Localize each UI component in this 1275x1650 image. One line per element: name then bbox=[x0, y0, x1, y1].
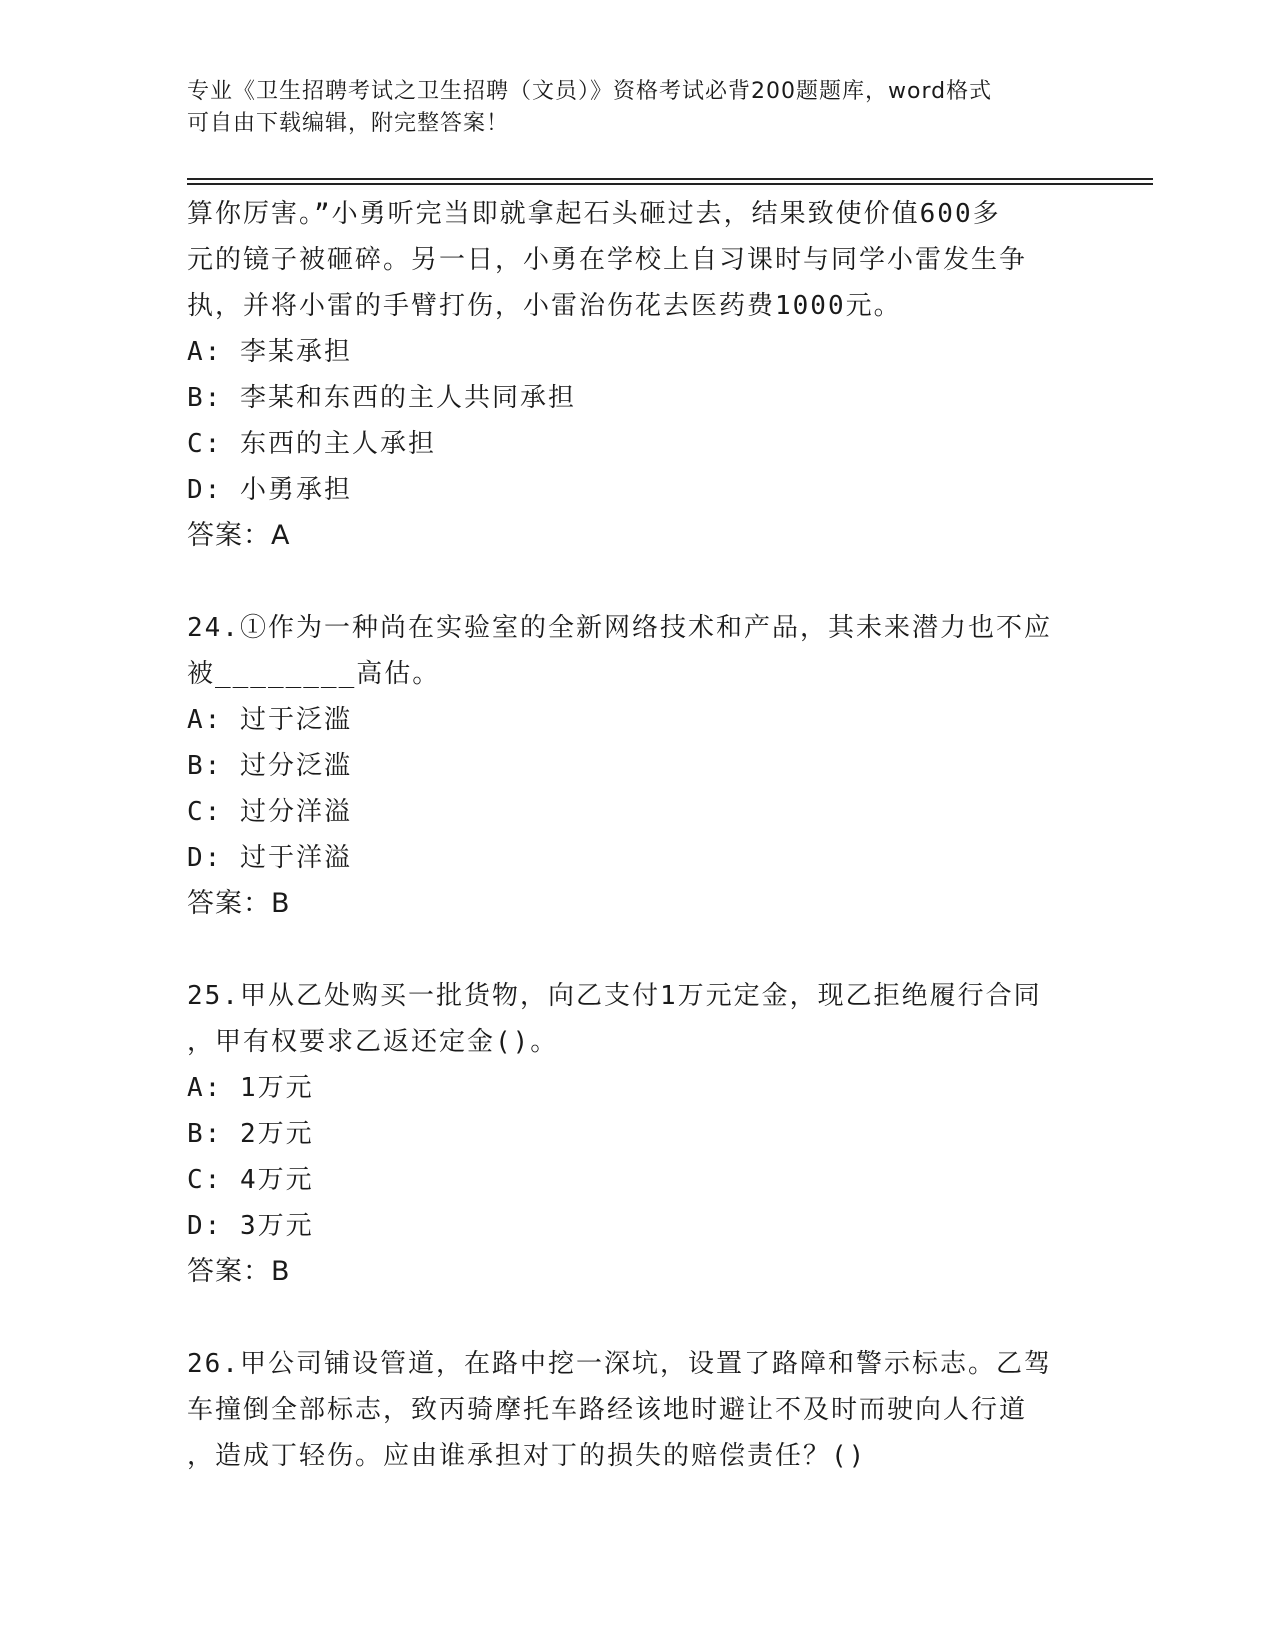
option-d: D: 3万元 bbox=[187, 1211, 314, 1241]
option-c: C: 过分洋溢 bbox=[187, 797, 352, 827]
header-divider-bottom bbox=[187, 183, 1153, 185]
option-d: D: 小勇承担 bbox=[187, 475, 352, 505]
answer-line: 答案：B bbox=[187, 1256, 291, 1287]
question-content bbox=[187, 191, 1087, 1479]
option-a: A: 李某承担 bbox=[187, 337, 352, 367]
question-text-line: 车撞倒全部标志，致丙骑摩托车路经该地时避让不及时而驶向人行道 bbox=[187, 1395, 1028, 1425]
answer-line: 答案：A bbox=[187, 520, 291, 551]
question-text-line: ，造成丁轻伤。应由谁承担对丁的损失的赔偿责任？() bbox=[187, 1441, 867, 1471]
question-text-line: 被________高估。 bbox=[187, 659, 441, 689]
header-divider-top bbox=[187, 178, 1153, 180]
question-text-line: 算你厉害。”小勇听完当即就拿起石头砸过去，结果致使价值600多 bbox=[187, 199, 1001, 229]
document-header bbox=[187, 76, 1067, 140]
question-25 bbox=[187, 973, 1087, 1295]
option-b: B: 李某和东西的主人共同承担 bbox=[187, 383, 576, 413]
option-c: C: 东西的主人承担 bbox=[187, 429, 436, 459]
question-26 bbox=[187, 1341, 1087, 1479]
question-text-line: ，甲有权要求乙返还定金()。 bbox=[187, 1027, 559, 1057]
header-line-2: 可自由下载编辑，附完整答案！ bbox=[187, 111, 510, 136]
option-b: B: 过分泛滥 bbox=[187, 751, 352, 781]
question-text-line: 24.①作为一种尚在实验室的全新网络技术和产品，其未来潜力也不应 bbox=[187, 613, 1052, 643]
option-a: A: 1万元 bbox=[187, 1073, 314, 1103]
option-c: C: 4万元 bbox=[187, 1165, 314, 1195]
option-b: B: 2万元 bbox=[187, 1119, 314, 1149]
question-24 bbox=[187, 605, 1087, 927]
question-text-line: 元的镜子被砸碎。另一日，小勇在学校上自习课时与同学小雷发生争 bbox=[187, 245, 1028, 275]
answer-line: 答案：B bbox=[187, 888, 291, 919]
option-a: A: 过于泛滥 bbox=[187, 705, 352, 735]
question-text-line: 25.甲从乙处购买一批货物，向乙支付1万元定金，现乙拒绝履行合同 bbox=[187, 981, 1042, 1011]
question-text-line: 执，并将小雷的手臂打伤，小雷治伤花去医药费1000元。 bbox=[187, 291, 902, 321]
question-text-line: 26.甲公司铺设管道，在路中挖一深坑，设置了路障和警示标志。乙驾 bbox=[187, 1349, 1052, 1379]
question-23 bbox=[187, 191, 1087, 559]
header-line-1: 专业《卫生招聘考试之卫生招聘（文员）》资格考试必背200题题库，word格式 bbox=[187, 79, 993, 104]
option-d: D: 过于洋溢 bbox=[187, 843, 352, 873]
